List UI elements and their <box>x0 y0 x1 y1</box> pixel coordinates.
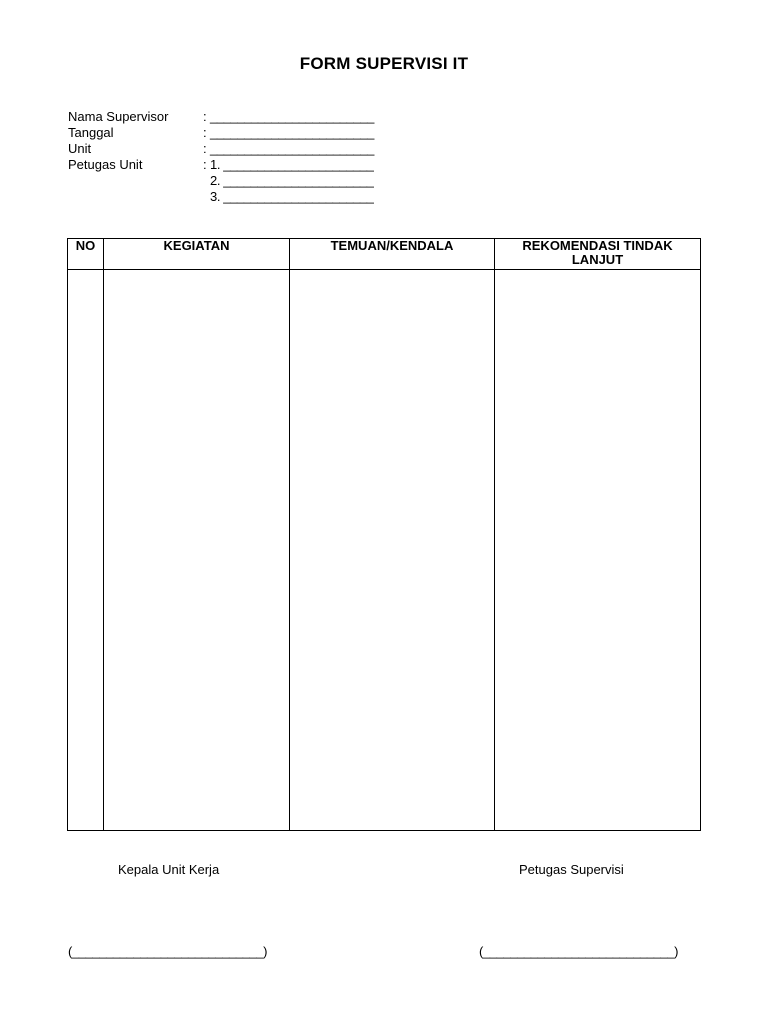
field-separator: : <box>203 109 207 124</box>
column-header-no: NO <box>68 239 104 270</box>
nama-supervisor-field[interactable]: ________________________ <box>210 109 374 124</box>
field-unit <box>68 141 374 157</box>
supervisor-info <box>68 109 374 205</box>
column-header-rekomendasi: REKOMENDASI TINDAK LANJUT <box>495 239 701 270</box>
field-separator: : <box>203 141 207 156</box>
table-row <box>68 270 701 831</box>
unit-field[interactable]: ________________________ <box>210 141 374 156</box>
petugas-supervisi-label: Petugas Supervisi <box>519 862 624 877</box>
cell-temuan-kendala[interactable] <box>290 270 495 831</box>
supervision-table <box>67 238 701 831</box>
cell-no[interactable] <box>68 270 104 831</box>
petugas-unit-field-2[interactable]: 2. ______________________ <box>210 173 374 188</box>
cell-rekomendasi[interactable] <box>495 270 701 831</box>
petugas-unit-field-1[interactable]: 1. ______________________ <box>210 157 374 172</box>
tanggal-field[interactable]: ________________________ <box>210 125 374 140</box>
field-tanggal <box>68 125 374 141</box>
field-separator: : <box>203 125 207 140</box>
field-petugas-unit-2 <box>68 173 374 189</box>
column-header-kegiatan: KEGIATAN <box>104 239 290 270</box>
field-petugas-unit-3 <box>68 189 374 205</box>
cell-kegiatan[interactable] <box>104 270 290 831</box>
field-nama-supervisor <box>68 109 374 125</box>
field-label: Nama Supervisor <box>68 109 169 124</box>
field-label: Petugas Unit <box>68 157 143 172</box>
field-label: Unit <box>68 141 92 156</box>
petugas-supervisi-signature-line[interactable]: (____________________________) <box>479 944 679 959</box>
column-header-temuan-kendala: TEMUAN/KENDALA <box>290 239 495 270</box>
kepala-unit-signature-line[interactable]: (____________________________) <box>68 944 268 959</box>
table-header-row <box>68 239 701 270</box>
petugas-unit-field-3[interactable]: 3. ______________________ <box>210 189 374 204</box>
kepala-unit-kerja-label: Kepala Unit Kerja <box>118 862 220 877</box>
field-petugas-unit <box>68 157 374 173</box>
field-label: Tanggal <box>68 125 114 140</box>
page-title: FORM SUPERVISI IT <box>299 54 469 73</box>
field-separator: : <box>203 157 207 172</box>
